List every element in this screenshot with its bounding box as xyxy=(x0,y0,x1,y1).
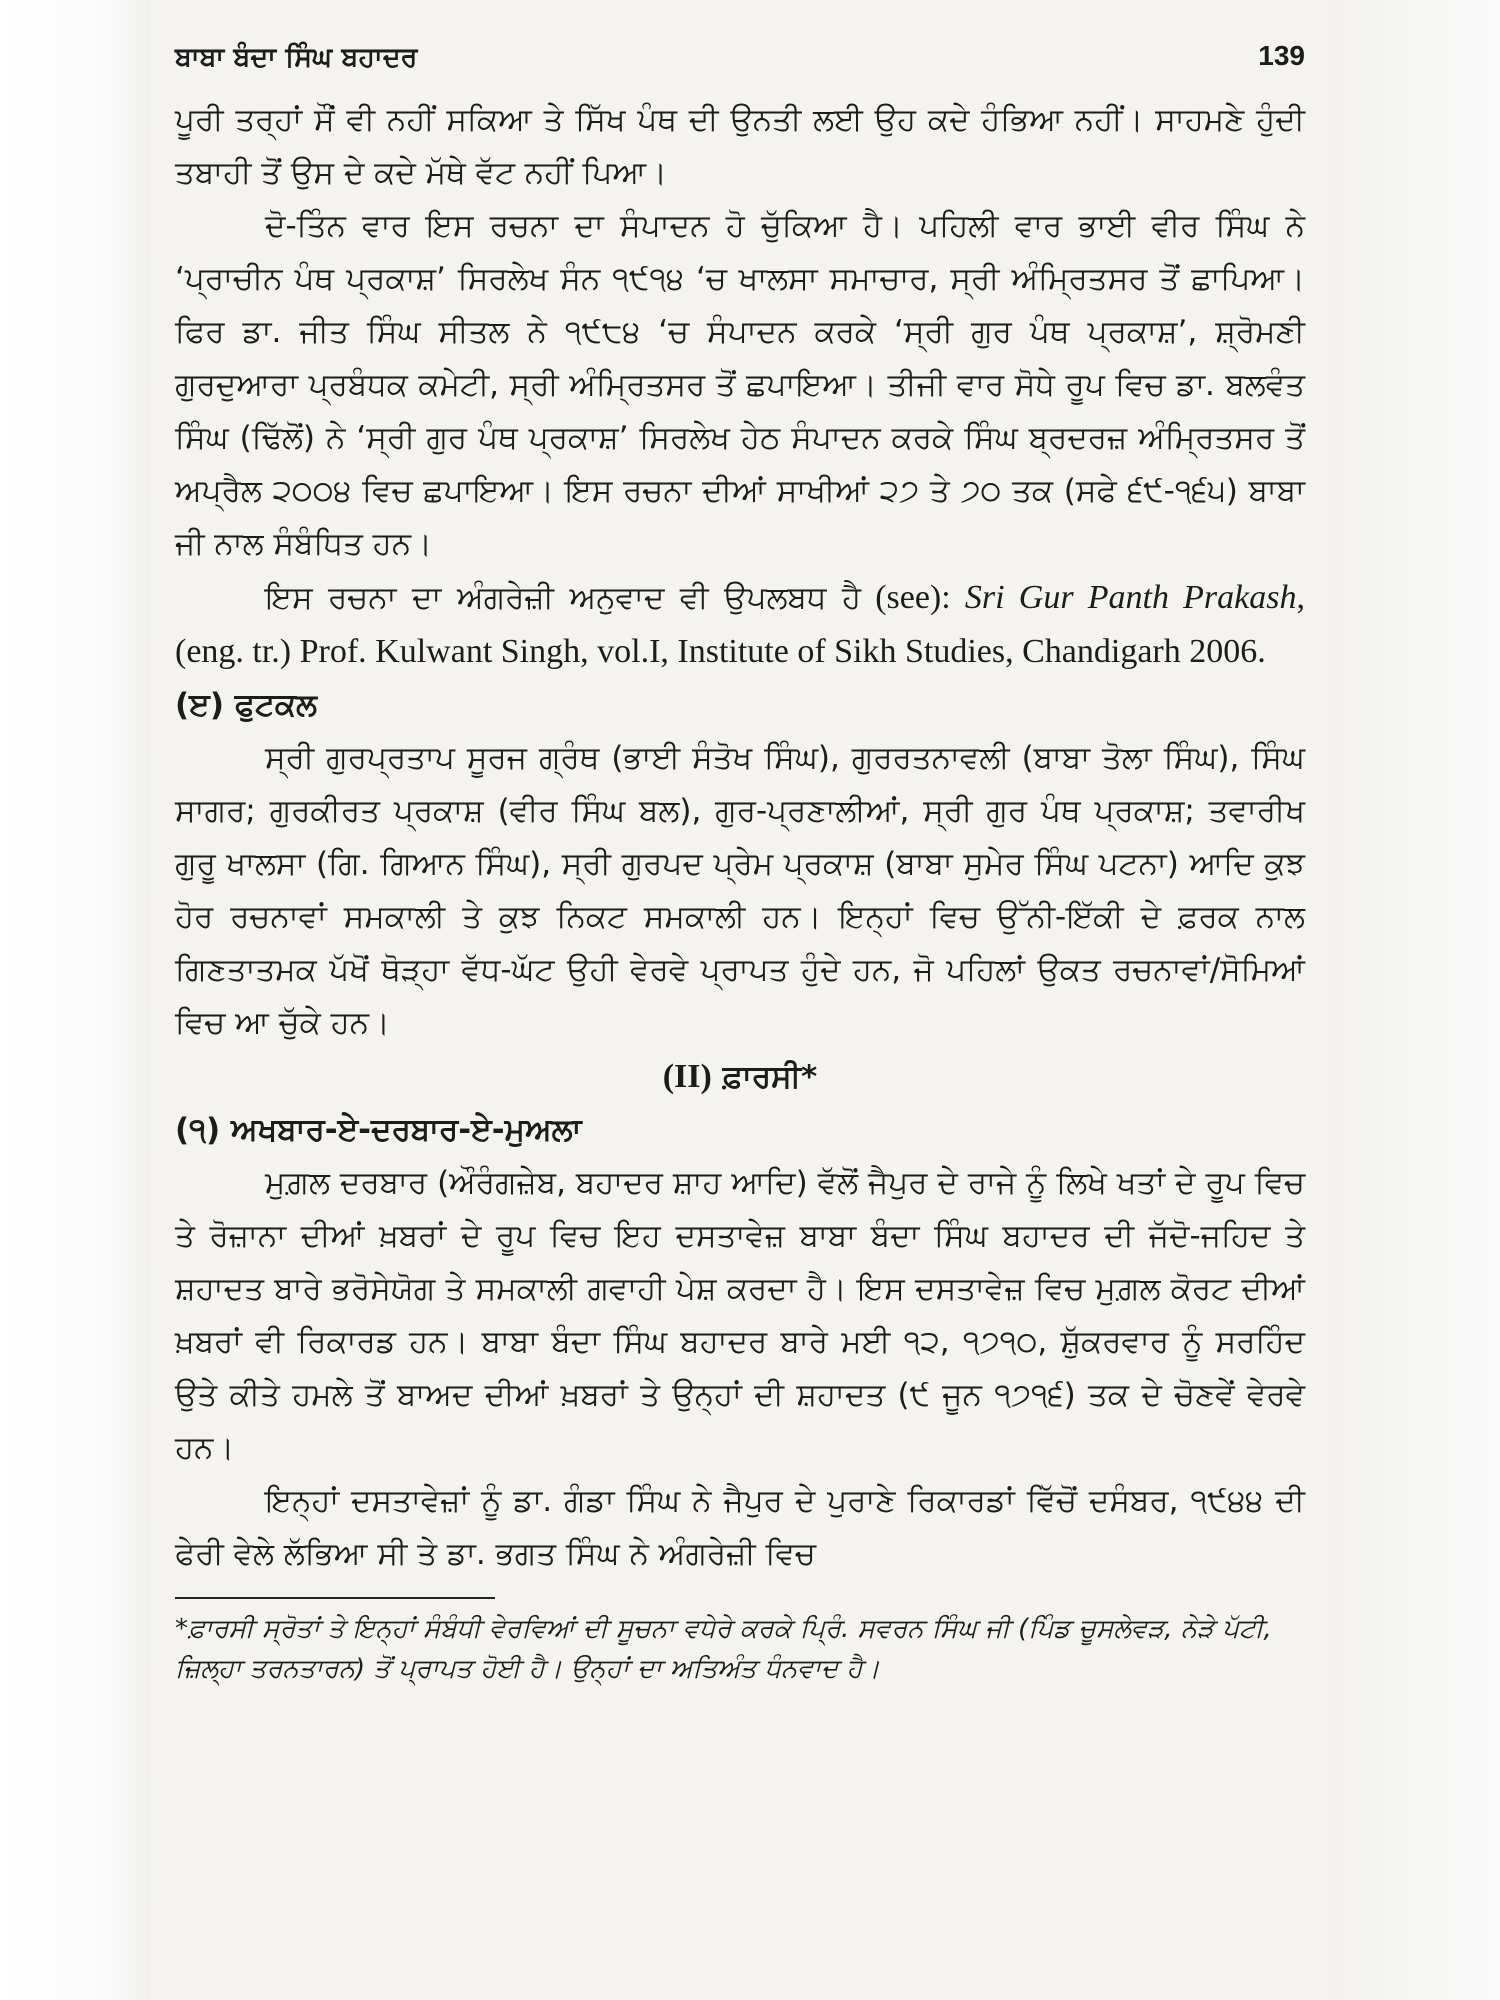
footnote: *ਫ਼ਾਰਸੀ ਸ੍ਰੋਤਾਂ ਤੇ ਇਨ੍ਹਾਂ ਸੰਬੰਧੀ ਵੇਰਵਿਆਂ ਦੀ ਸੂਚਨਾ ਵਧੇਰੇ ਕਰਕੇ ਪ੍ਰਿੰ. ਸਵਰਨ ਸਿੰਘ ਜੀ (ਪਿੰਡ ਚੂਸਲੇਵੜ, ਨੇੜੇ ਪੱਟੀ, ਜ਼ਿਲ੍ਹਾ ਤਰਨਤਾਰਨ) ਤੋਂ ਪ੍ਰਾਪਤ ਹੋਈ ਹੈ। ਉਨ੍ਹਾਂ ਦਾ ਅਤਿਅੰਤ ਧੰਨਵਾਦ ਹੈ। xyxy=(175,1614,1272,1684)
paragraph-4: ਸ੍ਰੀ ਗੁਰਪ੍ਰਤਾਪ ਸੂਰਜ ਗ੍ਰੰਥ (ਭਾਈ ਸੰਤੋਖ ਸਿੰਘ), ਗੁਰਰਤਨਾਵਲੀ (ਬਾਬਾ ਤੋਲਾ ਸਿੰਘ), ਸਿੰਘ ਸਾਗਰ; ਗੁਰਕੀਰਤ ਪ੍ਰਕਾਸ਼ (ਵੀਰ ਸਿੰਘ ਬਲ), ਗੁਰ-ਪ੍ਰਣਾਲੀਆਂ, ਸ੍ਰੀ ਗੁਰ ਪੰਥ ਪ੍ਰਕਾਸ਼; ਤਵਾਰੀਖ ਗੁਰੂ ਖਾਲਸਾ (ਗਿ. ਗਿਆਨ ਸਿੰਘ), ਸ੍ਰੀ ਗੁਰਪਦ ਪ੍ਰੇਮ ਪ੍ਰਕਾਸ਼ (ਬਾਬਾ ਸੁਮੇਰ ਸਿੰਘ ਪਟਨਾ) ਆਦਿ ਕੁਝ ਹੋਰ ਰਚਨਾਵਾਂ ਸਮਕਾਲੀ ਤੇ ਕੁਝ ਨਿਕਟ ਸਮਕਾਲੀ ਹਨ। ਇਨ੍ਹਾਂ ਵਿਚ ਉੱਨੀ-ਇੱਕੀ ਦੇ ਫ਼ਰਕ ਨਾਲ ਗਿਣਤਾਤਮਕ ਪੱਖੋਂ ਥੋੜ੍ਹਾ ਵੱਧ-ਘੱਟ ਉਹੀ ਵੇਰਵੇ ਪ੍ਰਾਪਤ ਹੁੰਦੇ ਹਨ, ਜੋ ਪਹਿਲਾਂ ਉਕਤ ਰਚਨਾਵਾਂ/ਸੋਮਿਆਂ ਵਿਚ ਆ ਚੁੱਕੇ ਹਨ। xyxy=(175,740,1305,1041)
paragraph-2: ਦੋ-ਤਿੰਨ ਵਾਰ ਇਸ ਰਚਨਾ ਦਾ ਸੰਪਾਦਨ ਹੋ ਚੁੱਕਿਆ ਹੈ। ਪਹਿਲੀ ਵਾਰ ਭਾਈ ਵੀਰ ਸਿੰਘ ਨੇ ‘ਪ੍ਰਾਚੀਨ ਪੰਥ ਪ੍ਰਕਾਸ਼’ ਸਿਰਲੇਖ ਸੰਨ ੧੯੧੪ ‘ਚ ਖਾਲਸਾ ਸਮਾਚਾਰ, ਸ੍ਰੀ ਅੰਮ੍ਰਿਤਸਰ ਤੋਂ ਛਾਪਿਆ। ਫਿਰ ਡਾ. ਜੀਤ ਸਿੰਘ ਸੀਤਲ ਨੇ ੧੯੮੪ ‘ਚ ਸੰਪਾਦਨ ਕਰਕੇ ‘ਸ੍ਰੀ ਗੁਰ ਪੰਥ ਪ੍ਰਕਾਸ਼’, ਸ਼੍ਰੋਮਣੀ ਗੁਰਦੁਆਰਾ ਪ੍ਰਬੰਧਕ ਕਮੇਟੀ, ਸ੍ਰੀ ਅੰਮ੍ਰਿਤਸਰ ਤੋਂ ਛਪਾਇਆ। ਤੀਜੀ ਵਾਰ ਸੋਧੇ ਰੂਪ ਵਿਚ ਡਾ. ਬਲਵੰਤ ਸਿੰਘ (ਢਿੱਲੋਂ) ਨੇ ‘ਸ੍ਰੀ ਗੁਰ ਪੰਥ ਪ੍ਰਕਾਸ਼’ ਸਿਰਲੇਖ ਹੇਠ ਸੰਪਾਦਨ ਕਰਕੇ ਸਿੰਘ ਬ੍ਰਦਰਜ਼ ਅੰਮ੍ਰਿਤਸਰ ਤੋਂ ਅਪ੍ਰੈਲ ੨੦੦੪ ਵਿਚ ਛਪਾਇਆ। ਇਸ ਰਚਨਾ ਦੀਆਂ ਸਾਖੀਆਂ ੨੭ ਤੇ ੭੦ ਤਕ (ਸਫੇ ੬੯-੧੬੫) ਬਾਬਾ ਜੀ ਨਾਲ ਸੰਬੰਧਿਤ ਹਨ। xyxy=(175,208,1305,562)
section-heading-persian-numeral: (II) xyxy=(662,1058,712,1095)
paragraph-3-book-title: Sri Gur Panth Prakash xyxy=(964,579,1297,616)
page-right-margin xyxy=(1330,0,1500,2000)
paragraph-3-see: (see): xyxy=(861,579,965,616)
section-heading-persian xyxy=(175,1050,1305,1104)
paragraph-1: ਪੂਰੀ ਤਰ੍ਹਾਂ ਸੌਂ ਵੀ ਨਹੀਂ ਸਕਿਆ ਤੇ ਸਿੱਖ ਪੰਥ ਦੀ ਉਨਤੀ ਲਈ ਉਹ ਕਦੇ ਹੰਭਿਆ ਨਹੀਂ। ਸਾਹਮਣੇ ਹੁੰਦੀ ਤਬਾਹੀ ਤੋਂ ਉਸ ਦੇ ਕਦੇ ਮੱਥੇ ਵੱਟ ਨਹੀਂ ਪਿਆ। xyxy=(175,102,1305,191)
paragraph-3 xyxy=(175,571,1305,679)
section-heading-persian-label: ਫ਼ਾਰਸੀ* xyxy=(711,1059,818,1095)
footnote-divider xyxy=(175,1597,495,1599)
book-page xyxy=(175,30,1305,1960)
running-title: ਬਾਬਾ ਬੰਦਾ ਸਿੰਘ ਬਹਾਦਰ xyxy=(175,42,418,73)
body-text xyxy=(175,94,1305,1581)
section-heading-1: (੧) ਅਖਬਾਰ-ਏ-ਦਰਬਾਰ-ਏ-ਮੁਅਲਾ xyxy=(175,1112,582,1148)
paragraph-3-citation: , (eng. tr.) Prof. Kulwant Singh, vol.I, Institute of Sikh Studies, Chandigarh 2006. xyxy=(175,579,1305,670)
page-number: 139 xyxy=(1258,40,1305,71)
paragraph-5: ਮੁਗ਼ਲ ਦਰਬਾਰ (ਔਰੰਗਜ਼ੇਬ, ਬਹਾਦਰ ਸ਼ਾਹ ਆਦਿ) ਵੱਲੋਂ ਜੈਪੁਰ ਦੇ ਰਾਜੇ ਨੂੰ ਲਿਖੇ ਖਤਾਂ ਦੇ ਰੂਪ ਵਿਚ ਤੇ ਰੋਜ਼ਾਨਾ ਦੀਆਂ ਖ਼ਬਰਾਂ ਦੇ ਰੂਪ ਵਿਚ ਇਹ ਦਸਤਾਵੇਜ਼ ਬਾਬਾ ਬੰਦਾ ਸਿੰਘ ਬਹਾਦਰ ਦੀ ਜੱਦੋ-ਜਹਿਦ ਤੇ ਸ਼ਹਾਦਤ ਬਾਰੇ ਭਰੋਸੇਯੋਗ ਤੇ ਸਮਕਾਲੀ ਗਵਾਹੀ ਪੇਸ਼ ਕਰਦਾ ਹੈ। ਇਸ ਦਸਤਾਵੇਜ਼ ਵਿਚ ਮੁਗ਼ਲ ਕੋਰਟ ਦੀਆਂ ਖ਼ਬਰਾਂ ਵੀ ਰਿਕਾਰਡ ਹਨ। ਬਾਬਾ ਬੰਦਾ ਸਿੰਘ ਬਹਾਦਰ ਬਾਰੇ ਮਈ ੧੨, ੧੭੧੦, ਸ਼ੁੱਕਰਵਾਰ ਨੂੰ ਸਰਹਿੰਦ ਉਤੇ ਕੀਤੇ ਹਮਲੇ ਤੋਂ ਬਾਅਦ ਦੀਆਂ ਖ਼ਬਰਾਂ ਤੇ ਉਨ੍ਹਾਂ ਦੀ ਸ਼ਹਾਦਤ (੯ ਜੂਨ ੧੭੧੬) ਤਕ ਦੇ ਚੋਣਵੇਂ ਵੇਰਵੇ ਹਨ। xyxy=(175,1165,1305,1466)
page-header xyxy=(175,30,1305,94)
page-left-margin xyxy=(0,0,150,2000)
paragraph-6: ਇਨ੍ਹਾਂ ਦਸਤਾਵੇਜ਼ਾਂ ਨੂੰ ਡਾ. ਗੰਡਾ ਸਿੰਘ ਨੇ ਜੈਪੁਰ ਦੇ ਪੁਰਾਣੇ ਰਿਕਾਰਡਾਂ ਵਿੱਚੋਂ ਦਸੰਬਰ, ੧੯੪੪ ਦੀ ਫੇਰੀ ਵੇਲੇ ਲੱਭਿਆ ਸੀ ਤੇ ਡਾ. ਭਗਤ ਸਿੰਘ ਨੇ ਅੰਗਰੇਜ਼ੀ ਵਿਚ xyxy=(175,1483,1305,1572)
paragraph-3-punjabi: ਇਸ ਰਚਨਾ ਦਾ ਅੰਗਰੇਜ਼ੀ ਅਨੁਵਾਦ ਵੀ ਉਪਲਬਧ ਹੈ xyxy=(265,580,861,616)
section-heading-e: (ੲ) ਫੁਟਕਲ xyxy=(175,687,317,723)
